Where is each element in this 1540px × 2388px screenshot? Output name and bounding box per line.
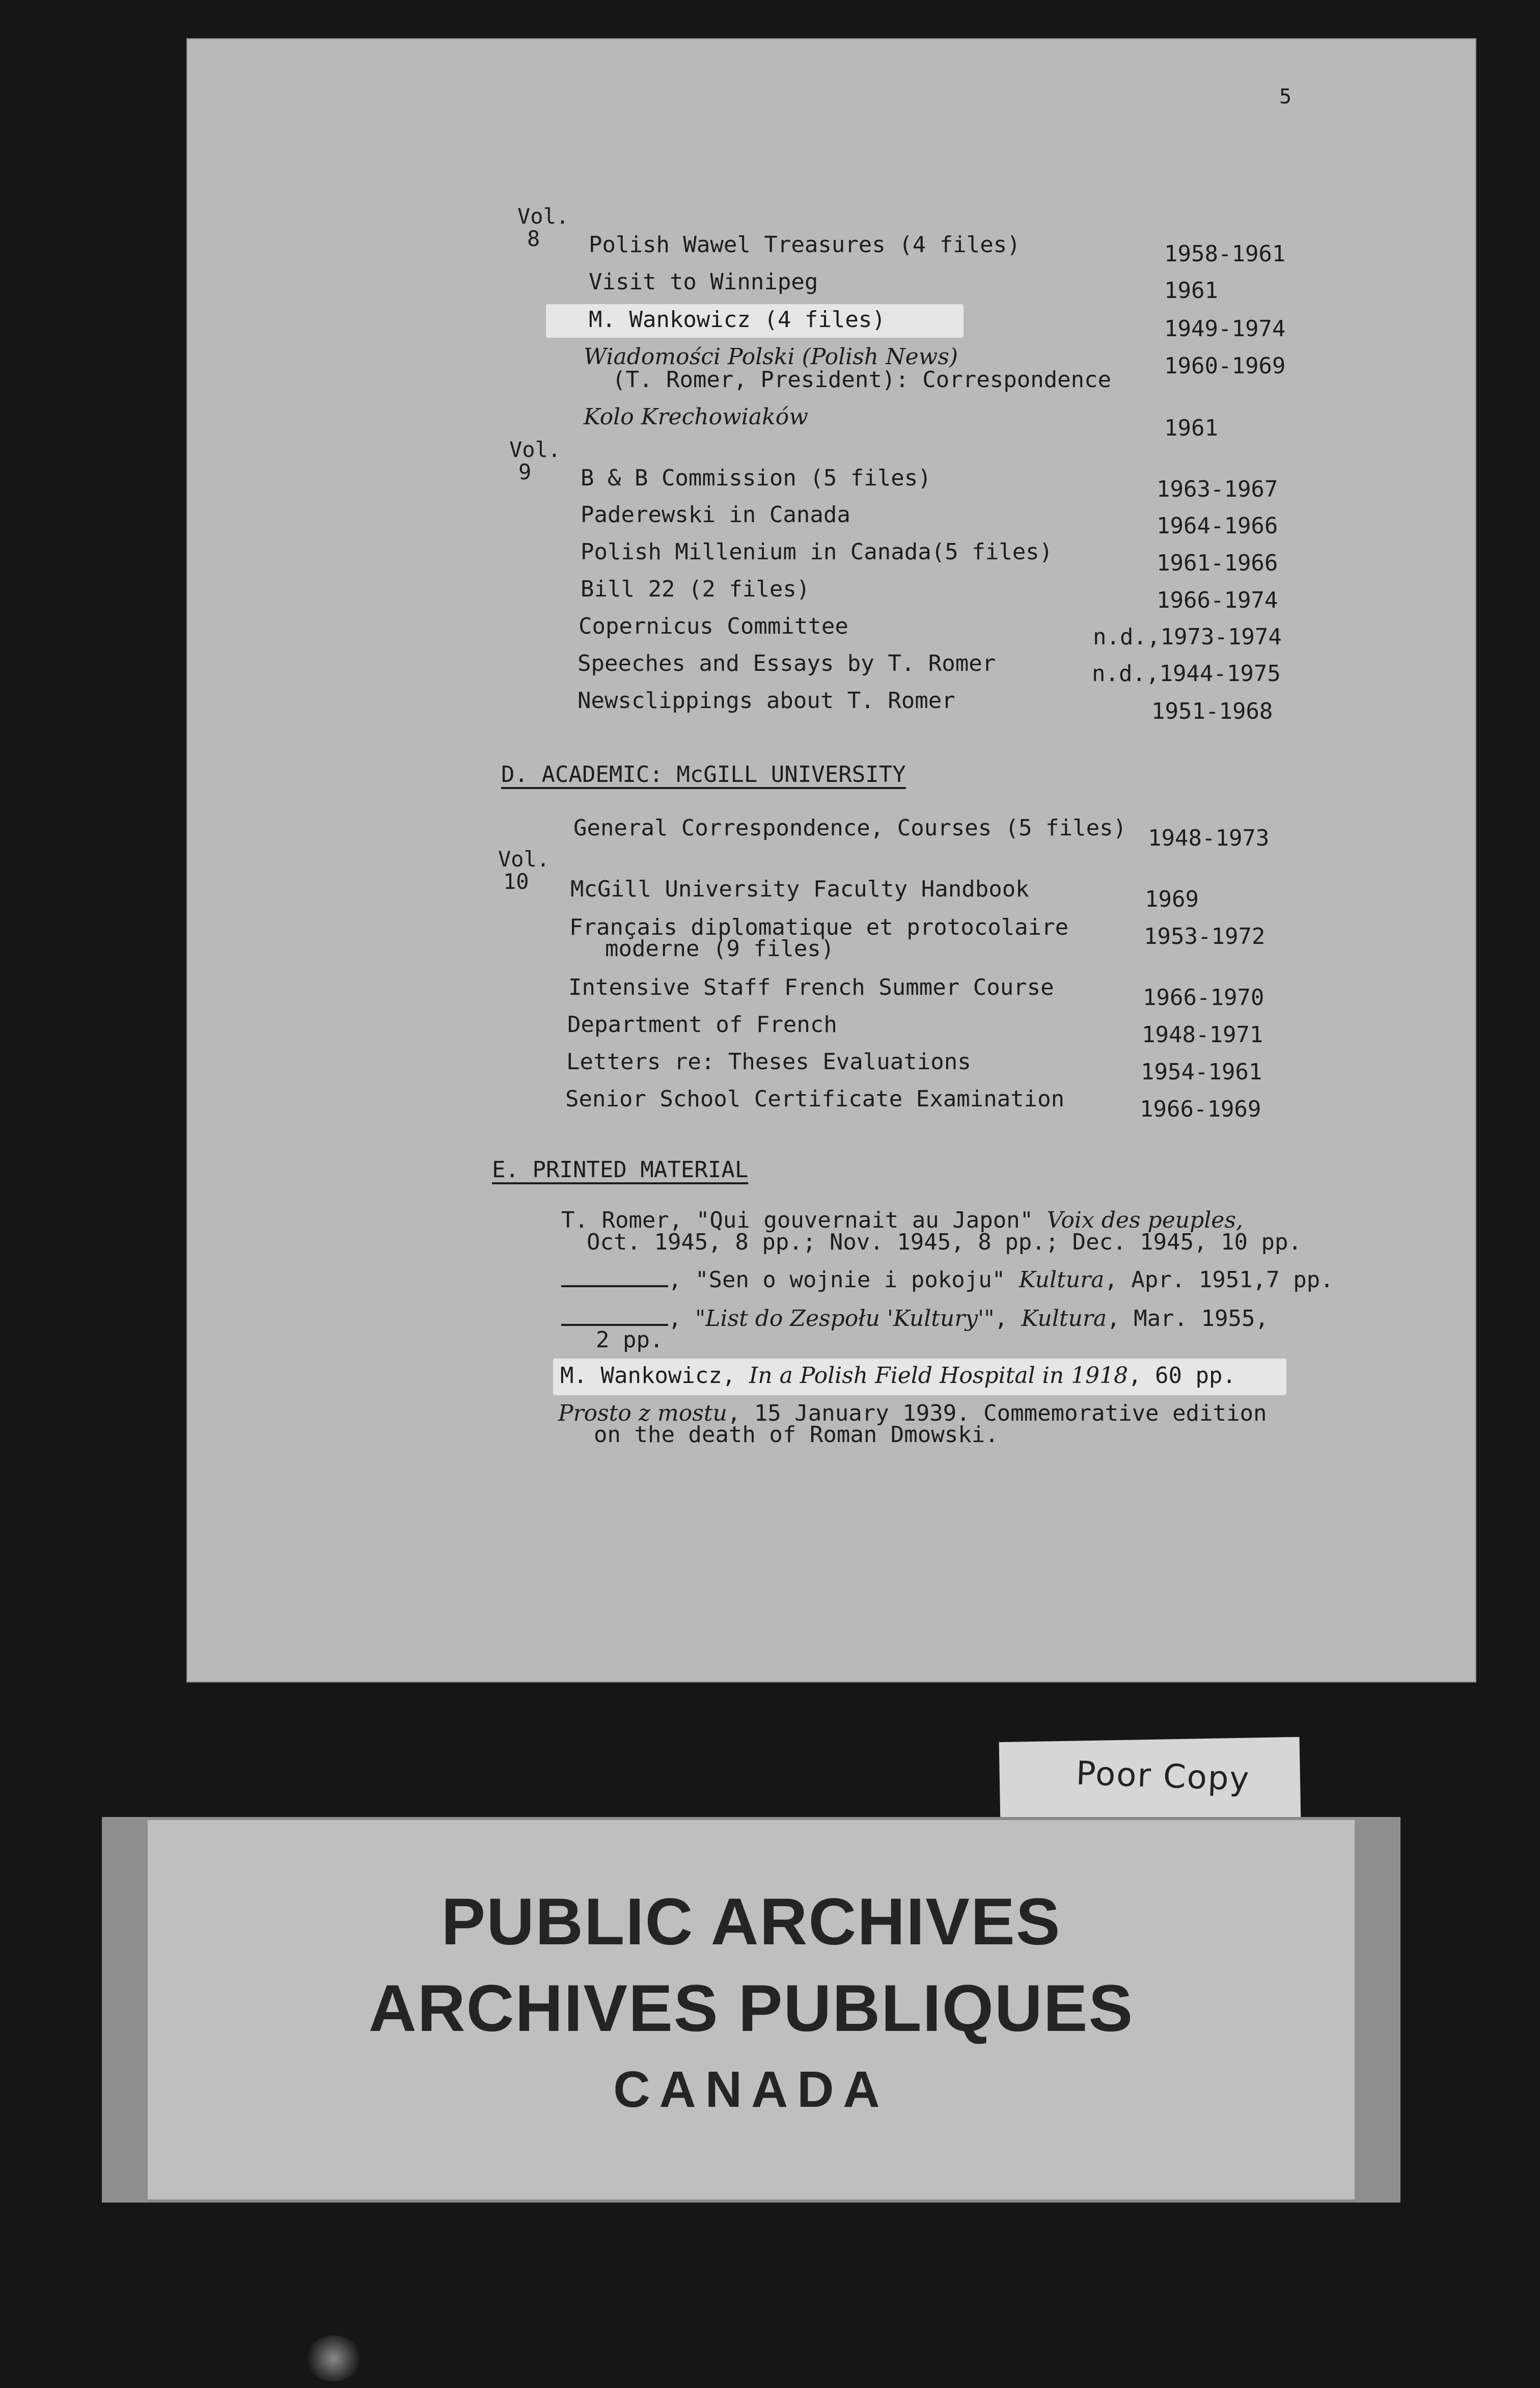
archives-banner [102, 1817, 1400, 2203]
vol10-item-dates: 1954-1961 [1141, 1059, 1262, 1085]
vol9-number: 9 [518, 459, 532, 484]
printed-entry-list-do-zespolu [561, 1306, 1269, 1332]
vol8-label: Vol. [517, 204, 569, 229]
section-d-heading: D. ACADEMIC: McGILL UNIVERSITY [501, 762, 906, 788]
vol10-item-title: McGill University Faculty Handbook [570, 876, 1029, 902]
vol8-item-dates: 1958-1961 [1164, 241, 1286, 267]
vol8-item-title: Polish Wawel Treasures (4 files) [589, 232, 1021, 258]
vol10-item-dates: 1966-1969 [1140, 1096, 1261, 1122]
vol8-number: 8 [527, 226, 540, 251]
vol9-label: Vol. [509, 437, 561, 462]
printed-text: , [668, 1306, 695, 1332]
vol9-item-dates: 1963-1967 [1157, 476, 1278, 502]
vol9-item-title: Paderewski in Canada [581, 502, 850, 528]
printed-text: M. Wankowicz, [560, 1363, 749, 1389]
page-number: 5 [1279, 85, 1292, 108]
vol10-item-title: Letters re: Theses Evaluations [566, 1049, 971, 1075]
printed-entry-list-do-zespolu-cont: 2 pp. [596, 1327, 664, 1353]
vol8-item-dates: 1960-1969 [1164, 353, 1286, 379]
banner-line-public-archives: PUBLIC ARCHIVES [441, 1884, 1061, 1959]
vol8-item-title: Wiadomości Polski (Polish News) [584, 344, 958, 370]
printed-text: , Mar. 1955, [1107, 1306, 1269, 1332]
vol9-item-title: Copernicus Committee [579, 613, 848, 639]
printed-entry-wankowicz [560, 1363, 1236, 1389]
banner-line-archives-publiques: ARCHIVES PUBLIQUES [368, 1971, 1134, 2045]
vol9-item-dates: n.d.,1944-1975 [1092, 661, 1281, 687]
printed-text-italic: In a Polish Field Hospital in 1918 [749, 1363, 1129, 1389]
vol10-number: 10 [503, 869, 529, 894]
vol9-item-title: B & B Commission (5 files) [581, 465, 931, 491]
vol8-item-title: Visit to Winnipeg [589, 269, 818, 295]
printed-text-italic: "List do Zespołu 'Kultury'" [695, 1306, 995, 1332]
vol8-item-dates: 1949-1974 [1164, 316, 1286, 342]
vol10-label: Vol. [498, 847, 550, 872]
poor-copy-stamp [999, 1737, 1301, 1826]
ditto-line [561, 1285, 668, 1287]
ditto-line [561, 1324, 668, 1326]
vol9-item-dates: 1964-1966 [1157, 513, 1278, 539]
vol10-item-dates: 1966-1970 [1143, 985, 1264, 1011]
vol9-item-title: Bill 22 (2 files) [581, 576, 810, 602]
section-d-general-dates: 1948-1973 [1148, 825, 1270, 851]
vol10-item-dates: 1948-1971 [1142, 1022, 1263, 1048]
printed-entry-prosto-z-mostu-cont: on the death of Roman Dmowski. [594, 1422, 999, 1448]
vol8-item-title: M. Wankowicz (4 files) [589, 307, 886, 333]
section-d-general-title: General Correspondence, Courses (5 files) [573, 815, 1127, 841]
vol10-item-dates: 1953-1972 [1144, 924, 1266, 949]
printed-text: T. Romer, "Qui gouvernait au Japon" [561, 1207, 1047, 1233]
vol10-item-title: Intensive Staff French Summer Course [568, 974, 1054, 1000]
printed-text: , Apr. 1951,7 pp. [1104, 1267, 1334, 1293]
section-e-heading: E. PRINTED MATERIAL [492, 1157, 749, 1183]
printed-text: , [994, 1306, 1022, 1332]
vol8-item-dates: 1961 [1164, 278, 1218, 304]
vol9-item-dates: n.d.,1973-1974 [1093, 624, 1282, 650]
vol10-item-title: Department of French [567, 1012, 837, 1038]
printed-text-italic: Kultura [1021, 1306, 1107, 1332]
vol9-item-dates: 1961-1966 [1157, 550, 1278, 576]
film-smudge [306, 2336, 362, 2381]
vol8-item-dates: 1961 [1164, 415, 1218, 441]
banner-line-canada: CANADA [613, 2061, 889, 2118]
vol10-item-dates: 1969 [1145, 886, 1199, 912]
printed-entry-sen-o-wojnie [561, 1267, 1334, 1293]
printed-text: , 15 January 1939. Commemorative edition [727, 1400, 1267, 1426]
vol10-item-title-cont: moderne (9 files) [605, 936, 835, 962]
printed-entry-romer-japon-cont: Oct. 1945, 8 pp.; Nov. 1945, 8 pp.; Dec. 1945, 10 pp. [587, 1229, 1302, 1255]
printed-text-italic: Prosto z mostu [558, 1400, 727, 1426]
vol9-item-title: Polish Millenium in Canada(5 files) [581, 539, 1053, 565]
printed-text: , 60 pp. [1128, 1363, 1236, 1389]
vol9-item-dates: 1966-1974 [1157, 587, 1278, 613]
printed-text-italic: Voix des peuples, [1047, 1207, 1243, 1233]
vol10-item-title: Français diplomatique et protocolaire [569, 914, 1069, 940]
vol8-item-title-cont: (T. Romer, President): Correspondence [612, 367, 1112, 393]
vol9-item-title: Newsclippings about T. Romer [578, 688, 955, 714]
document-page [186, 38, 1476, 1683]
vol10-item-title: Senior School Certificate Examination [565, 1086, 1065, 1112]
printed-text-italic: Kultura [1019, 1267, 1105, 1293]
vol8-item-title: Kolo Krechowiaków [584, 404, 808, 430]
vol9-item-title: Speeches and Essays by T. Romer [578, 650, 996, 676]
poor-copy-text: Poor Copy [1075, 1754, 1251, 1799]
printed-text: , "Sen o wojnie i pokoju" [668, 1267, 1019, 1293]
vol9-item-dates: 1951-1968 [1151, 698, 1273, 724]
